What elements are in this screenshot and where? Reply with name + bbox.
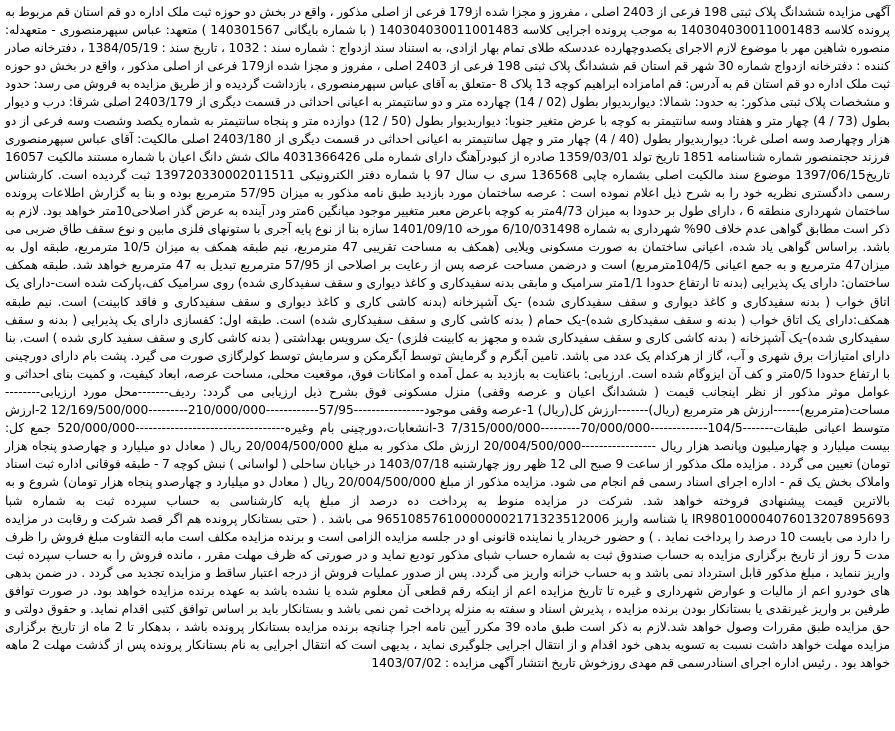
auction-notice-body: آگهی مزایده ششدانگ پلاک ثبتی 198 فرعی از 2403 اصلی ، مفروز و مجزا شده از179 فرعی از اصلی مذکور ، واقع در بخش دو حوزه ثبت ملک اداره دو قم استان قم مربوط به پرونده کلاسه 140304030011001483 به موجب پرونده اجرایی کلاسه 140304030011001483 ( با شماره بایگانی 140301567 ) متعهد: عباس سپهرمنصوری - متعهدله: منصوره شاهین مهر با موضوع لازم الاجرای یکصدوچهارده عددسکه طلای تمام بهار ازادی، به استناد سند ازدواج : شماره سند : 1032 ، تاریخ سند : 1384/05/19 ، دفترخانه صادر کننده : دفترخانه ازدواج شماره 30 شهر قم استان قم ششدانگ پلاک ثبتی 198 فرعی از 2403 اصلی ، مفروز و مجزا شده از179 فرعی از اصلی مذکور ، واقع در بخش دو حوزه ثبت ملک اداره دو قم استان قم به آدرس: قم امامزاده ابراهیم کوچه 13 پلاک 8 -متعلق به آقای عباس سپهرمنصوری ، بازداشت گردیده و از طریق مزایده به فروش می رسد: حدود و مشخصات پلاک ثبتی مذکور: به حدود: شمالا: دیواربدیوار بطول (02 / 14) چهارده متر و دو سانتیمتر به اعیانی احداثی در قسمت دیگری از 2403/179 اصلی شرقا: درب و دیوار بطول (73 / 4) چهار متر و هفتاد وسه سانتیمتر به کوچه با عرض متغیر جنوبا: دیواربدیوار بطول (50 / 12) دوازده متر و پنجاه سانتیمتر به شماره یکصد وشصت وسه فرعی از دو هزار وچهارصد وسه اصلی غربا: دیواربدیوار بطول (40 / 4) چهار متر و چهل سانتیمتر به اعیانی احداثی در قسمت دیگری از 2403/180 اصلی مالکیت: آقای عباس سپهرمنصوری فرزند حجتمنصور شماره شناسنامه 1851 تاریخ تولد 1359/03/01 صادره از کبودرآهنگ دارای شماره ملی 4031366426 مالک شش دانگ اعیان با شماره مستند مالکیت 16057 تاریخ1397/06/15 موضوع سند مالکیت اصلی بشماره چاپی 136568 سری ب سال 97 با شماره دفتر الکترونیکی 139720330002011511 ثبت گردیده است. کارشناس رسمی دادگستری نظریه خود را به شرح ذیل اعلام نموده است : عرصه ساختمان مورد بازدید طبق نامه مذکور به میزان 57/95 مترمربع بوده و بنا به گزارش اطلاعات پرونده ساختمان شهرداری منطقه 6 ، دارای طول بر حدودا به میزان 4/73متر به کوچه باعرض معبر متغییر موجود میانگین 6متر ودر آینده به عرض گذر اصلاحی10متر خواهد بود. لازم به ذکر است مطابق گواهی عدم خلاف 90% شهرداری به شماره 6/10/031498 مورخه 1401/09/10 سازه بنا از نوع پایه آجری با ستونهای فلزی مابین و نوع سقف طاق ضربی می باشد. براساس گواهی یاد شده، اعیانی ساختمان به صورت مسکونی ویلایی (همکف به مساحت تقریبی 47 مترمربع، نیم طبقه همکف به میزان 10/5 مترمربع، طبقه اول به میزان47 مترمربع و به جمع اعیانی 104/5مترمربع) است و درضمن مساحت عرصه پس از رعایت بر اصلاحی از 57/95 مترمربع تبدیل به 47 مترمربع خواهد شد. طبقه همکف ساختمان: دارای یک پذیرایی (بدنه تا ارتفاع حدودا 1/1متر سرامیک و مابقی بدنه سفیدکاری و کاغذ دیواری و سقف سفیدکاری شده) روی سرامیک کف،پارکت شده است-دارای یک اتاق خواب ( بدنه سفیدکاری و کاغذ دیواری و سقف سفیدکاری شده) -یک آشپزخانه (بدنه کاشی کاری و کاغذ دیواری و سقف سفیدکاری و فاقد کابینت) است. نیم طبقه همکف:دارای یک اتاق خواب ( بدنه و سقف سفیدکاری شده)-یک حمام ( بدنه کاشی کاری و سقف سفیدکاری شده) است. طبقه اول: کفسازی دارای یک پذیرایی ( بدنه و سقف سفیدکاری شده)-یک آشپزخانه ( بدنه کاشی کاری و سقف سفیدکاری شده و مجهز به کابینت فلزی) -یک سرویس بهداشتی ( بدنه کاشی کاری و سقف سفید کاری شده ) است. بنا دارای امتیازات برق شهری و آب، گاز از هرکدام یک عدد می باشد. تامین آبگرم و گرمایش توسط آبگرمکن و سرمایش توسط کولرگازی صورت می گیرد. پشت بام دارای دورچینی با ارتفاع حدودا 0/5متر و کف آن ایزوگام شده است. ارزیابی: باعنایت به بازدید به عمل آمده و امکانات فوق، موقعیت محلی، مساحت عرصه، ابعاد کیفیت، و کمیت بنای احداثی و عوامل موثر مذکور از نظر اینجانب قیمت ( ششدانگ اعیان و عرصه وقفی) منزل مسکونی فوق بشرح ذیل ارزیابی می گردد: ردیف-------محل مورد ارزیابی--------مساحت(مترمربع)------ارزش هر مترمربع (ریال)-------ارزش کل(ریال) 1-عرصه وقفی موجود----------------57/95------------210/000/000---------12/169/500/000 2-ارزش متوسط اعیانی طبقات-------104/5-------------70/000/000---------7/315/000/000 3-انشعابات،دورچینی بام وغیره----------------------------------520/000/000 جمع کل: بیست میلیارد و چهارمیلیون وپانصد هزار ریال -----------------20/004/500/000 ارزش ملک مذکور به مبلغ 20/004/500/000 ریال ( معادل دو میلیارد و چهارصدو پنجاه هزار تومان) تعیین می گردد . مزایده ملک مذکور از ساعت 9 صبح الی 12 ظهر روز چهارشنبه 1403/07/18 در خیابان ساحلی ( لواسانی ) نبش کوچه 7 - طبقه فوقانی اداره ثبت اسناد واملاک بخش یک قم - اداره اجرای اسناد رسمی قم انجام می شود. مزایده مذکور از مبلغ 20/004/500/000 ریال ( معادل دو میلیارد و چهارصدو پنجاه هزار تومان) شروع و به بالاترین قیمت پیشنهادی فروخته خواهد شد. شرکت در مزایده منوط به پرداخت ده درصد از مبلغ پایه کارشناسی به حساب سپرده ثبت به شماره شبا IR980100004076013207895693 یا شناسه واریز 965108576100000002171323512006 می باشد . ( حتی بستانکار پرونده هم اگر قصد شرکت و رقابت در مزایده را دارد می بایست 10 درصد را پرداخت نماید . ) و حضور خریدار یا نماینده قانونی او در جلسه مزایده الزامی است و برنده مزایده مکلف است مابه التفاوت مبلغ فروش را ظرف مدت 5 روز از تاریخ برگزاری مزایده به حساب صندوق ثبت به شماره حساب شبای مذکور تودیع نماید و در صورتی که ظرف مهلت مقرر ، مانده فروش را به حساب سپرده ثبت واریز ننماید ، مبلغ مذکور قابل استرداد نمی باشد و به حساب خزانه واریز می گردد. پس از صدور عملیات فروش از درجه اعتبار ساقط و مزایده تجدید می گردد . در ضمن بدهی های خودرو اعم از مالیات و عوارض شهرداری و غیره تا تاریخ مزایده اعم از اینکه رقم قطعی آن معلوم شده یا نشده باشد به عهده برنده مزایده خواهد بود. در صورت توافق طرفین بر واریز غیرنقدی یا بستانکار بودن برنده مزایده ، پذیرش اسناد و سفته به منزله پرداخت ثمن نمی باشد و بستانکار باید بر اساس توافق کتبی اقدام نماید. و حقوق دولتی و حق مزایده طبق مقررات وصول خواهد شد.لازم به ذکر است طبق ماده 39 مکرر آیین نامه اجرا چنانچه برنده مزایده بستانکار پرونده باشد ، بدهکار تا 2 ماه از تاریخ برگزاری مزایده مهلت خواهد داشت نسبت به تسویه بدهی خود اقدام و از انتقال اجرایی جلوگیری نماید ، بدیهی است که انتقال اجرایی به نام بستانکار پرونده پس از گذشت مهلت 2 ماهه خواهد بود . رئیس اداره اجرای اسنادرسمی قم مهدی روزخوش تاریخ انتشار آگهی مزایده : 1403/07/02 bbox=[5, 5, 891, 671]
